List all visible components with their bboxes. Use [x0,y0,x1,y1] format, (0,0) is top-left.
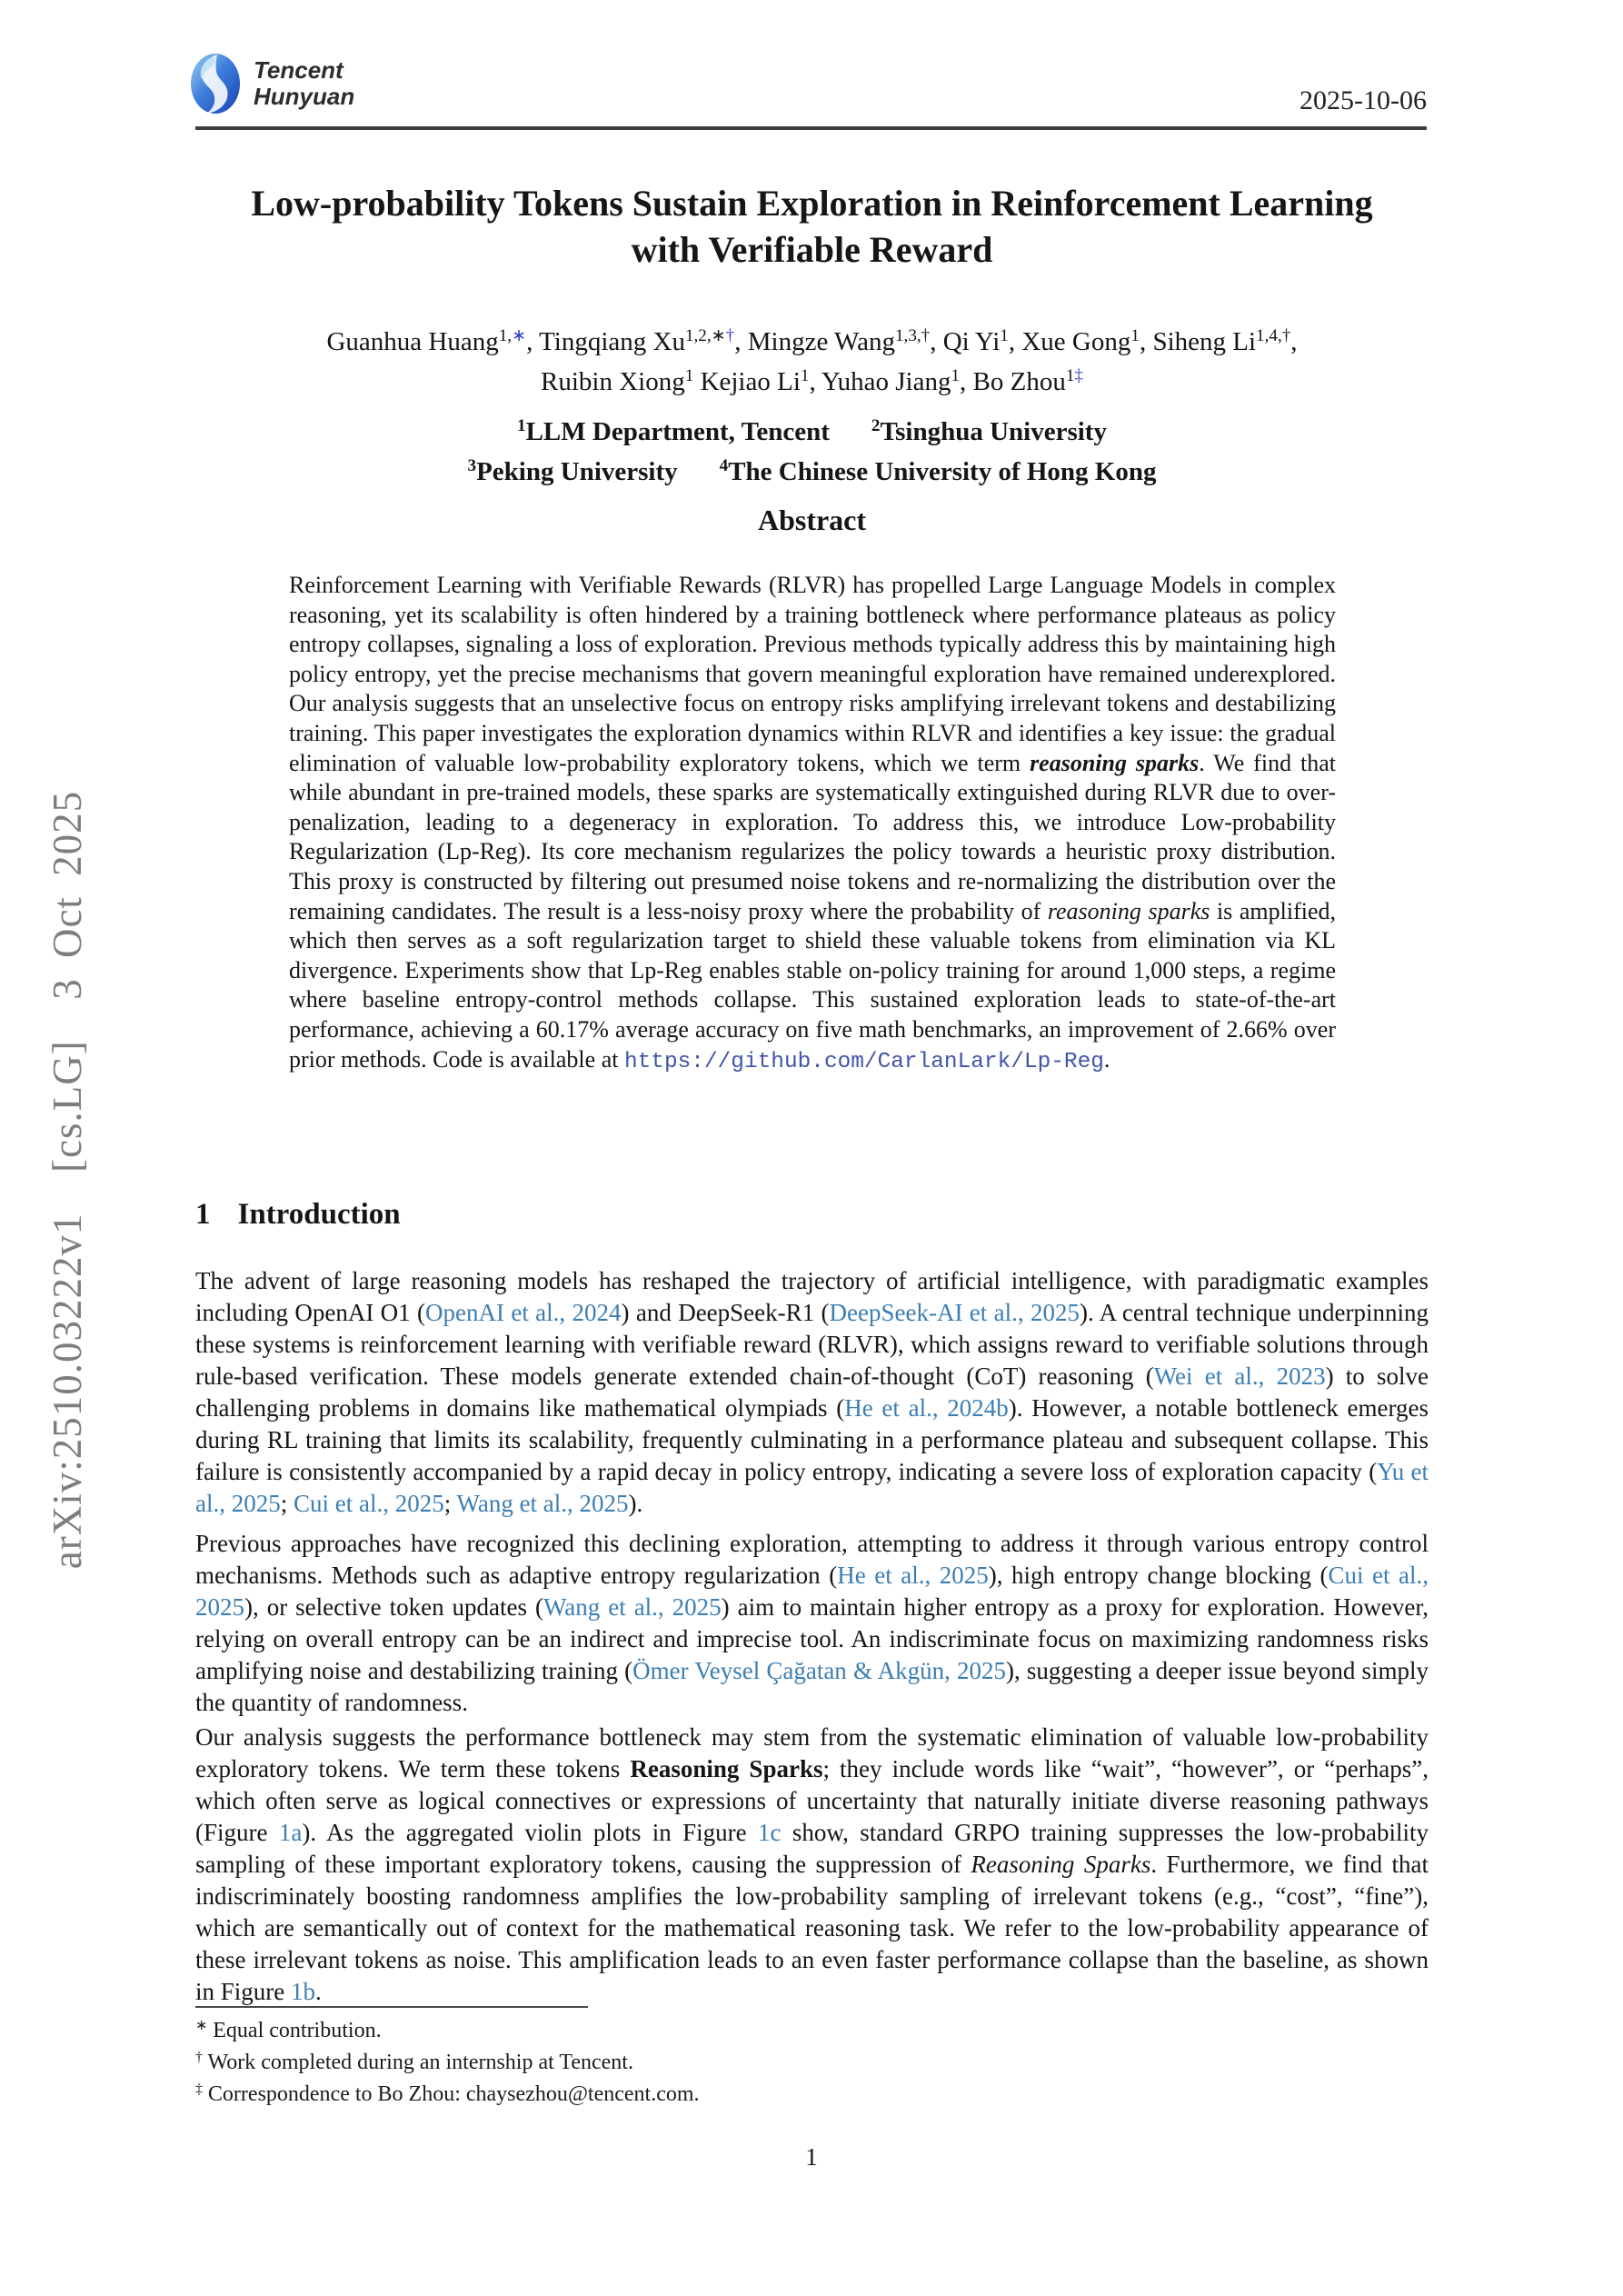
superscript-marker: † [195,2049,203,2065]
superscript-marker: 1, [498,326,513,346]
text-run: ) and DeepSeek-R1 ( [621,1299,830,1326]
abstract-text [289,571,1336,1077]
superscript-marker: 1 [684,366,694,386]
superscript-marker: 2 [871,416,881,436]
text-run: Tsinghua University [880,417,1107,446]
text-run: . We find that while abundant in pre-trained models, these sparks are systematically extinguished during RLVR due to over-penalization, leading to a degeneracy in exploration. To address this, we introduce Low-probability Regularization (Lp-Reg). Its core mechanism regularizes the policy towards a heuristic proxy distribution. This proxy is constructed by filtering out presumed noise tokens and re-normalizing the distribution over the remaining candidates. The result is a less-noisy proxy where the probability of [289,749,1336,924]
text-run: , Tingqiang Xu [526,327,685,356]
tencent-hunyuan-logo [189,51,354,116]
header-rule [195,126,1427,130]
citation-link[interactable]: 1b [291,1978,315,2005]
page-number: 1 [805,2143,818,2171]
section-title: Introduction [237,1198,401,1231]
section-heading [195,1198,401,1232]
text-run: . [315,1978,322,2005]
text-run: The Chinese University of Hong Kong [728,457,1157,486]
text-run: Ruibin Xiong [541,367,685,396]
text-run: . Furthermore, we find that indiscriminately boosting randomness amplifies the low-probability sampling of irrelevant tokens (e.g., “cost”, “fine”), which are semantically out of context for the mathematical reasoning task. We refer to the low-probability appearance of these irrelevant tokens as noise. This amplification leads to an even faster performance collapse than the baseline, as shown in Figure [195,1851,1429,2005]
logo-brand-top: Tencent [254,56,344,84]
superscript-marker: 1 [1130,326,1140,346]
author-line-2 [195,364,1429,404]
text-run: , Siheng Li [1139,327,1257,356]
affiliation-line-2 [195,454,1429,494]
superscript-marker: 1,4,† [1256,326,1291,346]
superscript-marker: 1 [1065,366,1075,386]
intro-paragraph-2 [195,1528,1429,1719]
text-run: ). A central technique underpinning these systems is reinforcement learning with verifiable reward (RLVR), which assigns reward to verifiable solutions through rule-based verification. These models generate extended chain-of-thought (CoT) reasoning ( [195,1299,1429,1390]
footnote-marker-link[interactable]: † [725,326,735,346]
author-block [195,324,1429,404]
text-run: ; they include words like “wait”, “however”, or “perhaps”, which often serve as logical connectives or expressions of uncertainty that naturally initiate diverse reasoning pathways (Figure [195,1755,1429,1846]
text-run: Kejiao Li [693,367,801,396]
citation-link[interactable]: Wang et al., 2025 [543,1593,722,1621]
text-run: ; [443,1490,457,1517]
text-run: . [1103,1045,1110,1073]
text-run: Work completed during an internship at Tencent. [202,2051,633,2074]
logo-brand-bottom: Hunyuan [254,83,355,110]
text-run: , Xue Gong [1008,327,1131,356]
footnote-block [195,2006,1429,2111]
footnote-internship [195,2048,1429,2080]
text-run: Previous approaches have recognized this declining exploration, attempting to address it through various entropy control mechanisms. Methods such as adaptive entropy regularization ( [195,1530,1429,1589]
superscript-marker: 1,3,† [894,326,931,346]
affiliation-block [195,414,1429,494]
intro-paragraph-1 [195,1265,1429,1520]
superscript-marker: 3 [467,456,477,476]
text-run: , Bo Zhou [960,367,1066,396]
citation-link[interactable]: 1a [278,1819,303,1846]
text-run: is amplified, which then serves as a soft regularization target to shield these valuable tokens from elimination via KL divergence. Experiments show that Lp-Reg enables stable on-policy training for around 1,000 steps, a regime where baseline entropy-control methods collapse. This sustained exploration leads to state-of-the-art performance, achieving a 60.17% average accuracy on five math benchmarks, an improvement of 2.66% over prior methods. Code is available at [289,897,1337,1073]
citation-link[interactable]: Ömer Veysel Çağatan & Akgün, 2025 [632,1657,1006,1684]
text-run: ) aim to maintain higher entropy as a proxy for exploration. However, relying on overall entropy can be an indirect and imprecise tool. An indiscriminate focus on maximizing randomness risks amplifying noise and destabilizing training ( [195,1593,1429,1684]
superscript-marker: 4 [719,456,729,476]
footnote-rule [195,2006,588,2008]
abstract-heading: Abstract [757,504,867,536]
affiliation-line-1 [195,414,1429,454]
footnote-equal-contribution [195,2016,1429,2048]
text-run: , Yuhao Jiang [809,367,951,396]
text-run: Correspondence to Bo Zhou: chaysezhou@tencent.com. [202,2082,700,2106]
text-run: , [1290,327,1298,356]
text-run: ), suggesting a deeper issue beyond simply the quantity of randomness. [195,1657,1429,1716]
author-line-1 [195,324,1429,364]
superscript-marker: 1 [951,366,961,386]
citation-link[interactable]: Cui et al., 2025 [195,1562,1429,1621]
text-run: Guanhua Huang [326,327,499,356]
paper-title-line2: with Verifiable Reward [631,229,993,270]
italic-text: reasoning sparks [1047,897,1210,924]
paper-title-line1: Low-probability Tokens Sustain Exploration in Reinforcement Learning [251,183,1373,224]
superscript-marker: ∗ [195,2017,208,2033]
text-run: ) to solve challenging problems in domains like mathematical olympiads ( [195,1363,1429,1422]
text-run: ). As the aggregated violin plots in Figure [302,1819,758,1846]
text-run: Peking University [476,457,678,486]
italic-text: Reasoning Sparks [971,1851,1151,1878]
citation-link[interactable]: Wei et al., 2023 [1153,1363,1326,1390]
text-run: ), high entropy change blocking ( [988,1562,1329,1589]
text-run: show, standard GRPO training suppresses the low-probability sampling of these important exploratory tokens, causing the suppression of [195,1819,1429,1878]
paper-title [195,180,1429,273]
section-number: 1 [195,1198,211,1231]
citation-link[interactable]: Yu et al., 2025 [195,1458,1429,1517]
citation-link[interactable]: DeepSeek-AI et al., 2025 [829,1299,1080,1326]
superscript-marker: ‡ [195,2081,203,2097]
bold-italic-text: reasoning sparks [1030,749,1200,776]
arxiv-watermark: arXiv:2510.03222v1 [cs.LG] 3 Oct 2025 [45,790,90,1570]
hunyuan-logo-icon [189,51,242,116]
text-run: ). [628,1490,643,1517]
citation-link[interactable]: Wang et al., 2025 [456,1490,629,1517]
text-run: ). However, a notable bottleneck emerges during RL training that limits its scalability, frequently culminating in a performance plateau and subsequent collapse. This failure is consistently accompanied by a rapid decay in policy entropy, indicating a severe loss of exploration capacity ( [195,1394,1429,1485]
citation-link[interactable]: OpenAI et al., 2024 [425,1299,622,1326]
text-run: Our analysis suggests the performance bottleneck may stem from the systematic elimination of valuable low-probability exploratory tokens. We term these tokens [195,1723,1429,1782]
citation-link[interactable]: Cui et al., 2025 [294,1490,444,1517]
citation-link[interactable]: He et al., 2025 [837,1562,989,1589]
text-run: Reinforcement Learning with Verifiable Rewards (RLVR) has propelled Large Language Models in complex reasoning, yet its scalability is often hindered by a training bottleneck where performance plateaus as policy entropy collapses, signaling a loss of exploration. Previous methods typically address this by maintaining high policy entropy, yet the precise mechanisms that govern meaningful exploration have remained underexplored. Our analysis suggests that an unselective focus on entropy risks amplifying irrelevant tokens and destabilizing training. This paper investigates the exploration dynamics within RLVR and identifies a key issue: the gradual elimination of valuable low-probability exploratory tokens, which we term [289,572,1336,776]
text-run: ; [280,1490,294,1517]
superscript-marker: 1 [800,366,810,386]
footnote-correspondence [195,2080,1429,2111]
superscript-marker: 1,2,∗ [684,326,726,346]
code-url-link[interactable]: https://github.com/CarlanLark/Lp-Reg [623,1049,1104,1074]
header-date: 2025-10-06 [1299,85,1427,115]
superscript-marker: 1 [517,416,526,436]
text-run: Equal contribution. [207,2019,382,2042]
text-run: The advent of large reasoning models has reshaped the trajectory of artificial intelligence, with paradigmatic examples including OpenAI O1 ( [195,1267,1429,1326]
text-run: LLM Department, Tencent [525,417,830,446]
superscript-marker: 1 [1000,326,1009,346]
bold-text: Reasoning Sparks [630,1755,823,1782]
footnote-marker-link[interactable]: ‡ [1074,366,1083,386]
text-run: ), or selective token updates ( [244,1593,543,1621]
text-run: , Qi Yi [930,327,1001,356]
citation-link[interactable]: 1c [758,1819,782,1846]
citation-link[interactable]: He et al., 2024b [844,1394,1009,1422]
footnote-marker-link[interactable]: ∗ [512,326,527,346]
intro-paragraph-3 [195,1722,1429,2008]
text-run: , Mingze Wang [734,327,895,356]
